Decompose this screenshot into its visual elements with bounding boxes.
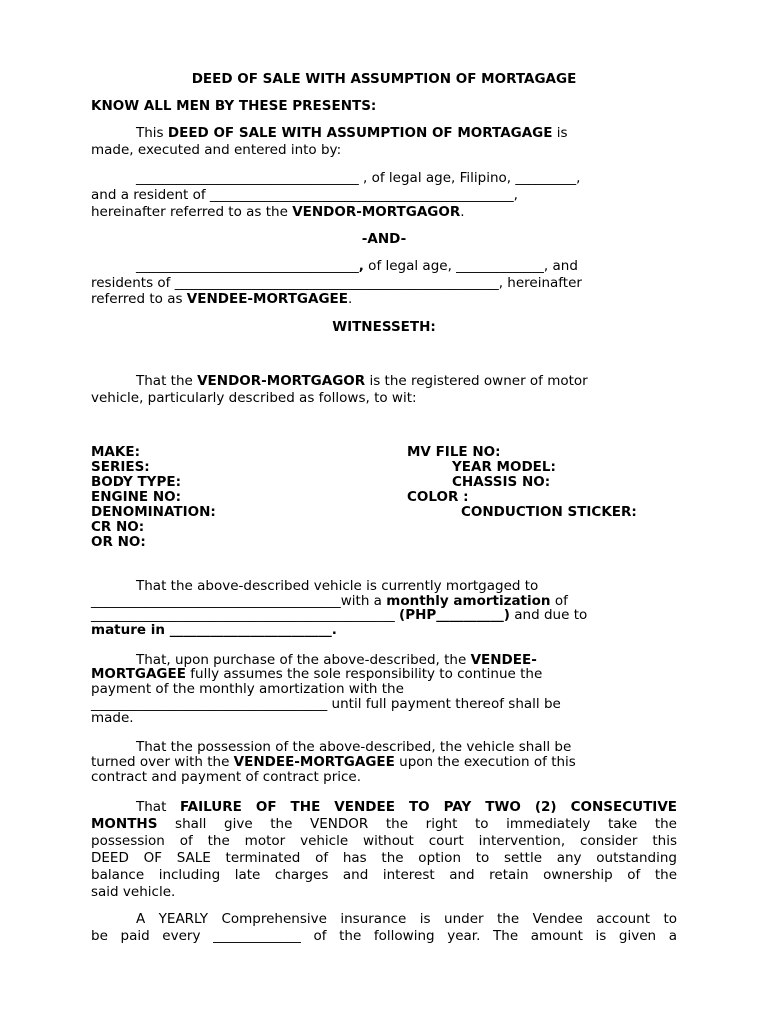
vendor-line-3	[91, 205, 465, 220]
vendee-mortgagee-label: MORTGAGEE	[91, 666, 186, 682]
assume-line-3: payment of the monthly amortization with the	[91, 681, 404, 697]
vendor-text: .	[460, 204, 465, 220]
failure-line-3: possession of the motor vehicle without court intervention, consider this	[91, 833, 677, 849]
possession-text: turned over with the	[91, 754, 234, 770]
assume-text: fully assumes the sole responsibility to continue the	[185, 666, 543, 682]
vendee-mortgagee-label: VENDEE-MORTGAGEE	[186, 291, 348, 307]
vendor-mortgagor-label: VENDOR-MORTGAGOR	[292, 204, 461, 220]
field-engine-no: ENGINE NO:	[91, 489, 182, 505]
intro-text: is	[552, 125, 568, 141]
intro-text: This	[136, 125, 168, 141]
vendee-text: ,	[358, 258, 364, 274]
witnesseth-heading: WITNESSETH:	[332, 319, 436, 335]
deed-title-inline: DEED OF SALE WITH ASSUMPTION OF MORTAGAGE	[167, 125, 553, 141]
intro-line-1	[136, 126, 568, 141]
field-series: SERIES:	[91, 459, 150, 475]
failure-line-2	[91, 817, 677, 832]
possession-line-2	[91, 755, 576, 770]
monthly-amortization-label: monthly amortization	[386, 593, 551, 609]
document-title: DEED OF SALE WITH ASSUMPTION OF MORTAGAGE	[191, 71, 577, 87]
vendee-mortgagee-label: VENDEE-	[470, 652, 537, 668]
vendor-mortgagor-label: VENDOR-MORTGAGOR	[197, 373, 366, 389]
assume-line-4: ___________________________________ until full payment thereof shall be	[91, 696, 561, 712]
vendee-line-2: residents of ________________________________________________, hereinafter	[91, 275, 582, 291]
vendor-line-1: _________________________________ , of legal age, Filipino, _________,	[136, 170, 581, 186]
field-color: COLOR :	[407, 489, 469, 505]
vendor-line-2: and a resident of _____________________________________________,	[91, 187, 518, 203]
insurance-line-1: A YEARLY Comprehensive insurance is under the Vendee account to	[136, 911, 677, 927]
owner-text: That the	[136, 373, 198, 389]
possession-text: upon the execution of this	[394, 754, 576, 770]
failure-clause-heading: FAILURE OF THE VENDEE TO PAY TWO (2) CONSECUTIVE	[179, 799, 677, 815]
mortgage-line-1: That the above-described vehicle is currently mortgaged to	[136, 578, 539, 594]
vendee-line-3	[91, 292, 352, 307]
failure-line-1	[136, 800, 677, 815]
intro-line-2: made, executed and entered into by:	[91, 142, 342, 158]
field-chassis-no: CHASSIS NO:	[452, 474, 551, 490]
assume-line-5: made.	[91, 710, 134, 726]
field-body-type: BODY TYPE:	[91, 474, 181, 490]
possession-line-3: contract and payment of contract price.	[91, 769, 362, 785]
field-make: MAKE:	[91, 444, 140, 460]
field-mv-file-no: MV FILE NO:	[407, 444, 501, 460]
field-conduction-sticker: CONDUCTION STICKER:	[461, 504, 637, 520]
failure-clause-heading: MONTHS	[91, 816, 158, 832]
possession-line-1: That the possession of the above-described, the vehicle shall be	[136, 739, 572, 755]
vendor-text: hereinafter referred to as the	[91, 204, 293, 220]
mortgage-line-3	[91, 608, 587, 623]
salutation: KNOW ALL MEN BY THESE PRESENTS:	[91, 98, 377, 114]
assume-text: That, upon purchase of the above-described, the	[136, 652, 471, 668]
field-year-model: YEAR MODEL:	[452, 459, 556, 475]
vendee-line-1	[136, 259, 578, 274]
and-separator: -AND-	[361, 231, 407, 247]
vendee-text: of legal age, _____________, and	[363, 258, 578, 274]
mortgage-text: _____________________________________with a	[91, 593, 387, 609]
failure-line-4: DEED OF SALE terminated of has the option to settle any outstanding	[91, 850, 677, 866]
failure-line-5: balance including late charges and interest and retain ownership of the	[91, 867, 677, 883]
mortgage-line-4: mature in ________________________.	[91, 622, 337, 638]
mortgage-text: of	[550, 593, 568, 609]
vendee-mortgagee-label: VENDEE-MORTGAGEE	[233, 754, 395, 770]
failure-text: That	[136, 799, 180, 815]
field-or-no: OR NO:	[91, 534, 146, 550]
mortgage-text: _____________________________________________	[91, 607, 400, 623]
failure-text: shall give the VENDOR the right to immediately take the	[157, 816, 677, 832]
insurance-line-2: be paid every _____________ of the following year. The amount is given a	[91, 928, 677, 944]
vendee-text: .	[347, 291, 353, 307]
field-denomination: DENOMINATION:	[91, 504, 216, 520]
vendee-text: _________________________________	[136, 258, 359, 274]
owner-line-1	[136, 374, 588, 389]
assume-line-2	[91, 667, 542, 682]
mortgage-text: and due to	[509, 607, 588, 623]
failure-line-6: said vehicle.	[91, 884, 176, 900]
owner-text: is the registered owner of motor	[365, 373, 588, 389]
owner-line-2: vehicle, particularly described as follows, to wit:	[91, 390, 417, 406]
php-amount-label: (PHP__________)	[399, 607, 510, 623]
vendee-text: referred to as	[91, 291, 187, 307]
field-cr-no: CR NO:	[91, 519, 145, 535]
